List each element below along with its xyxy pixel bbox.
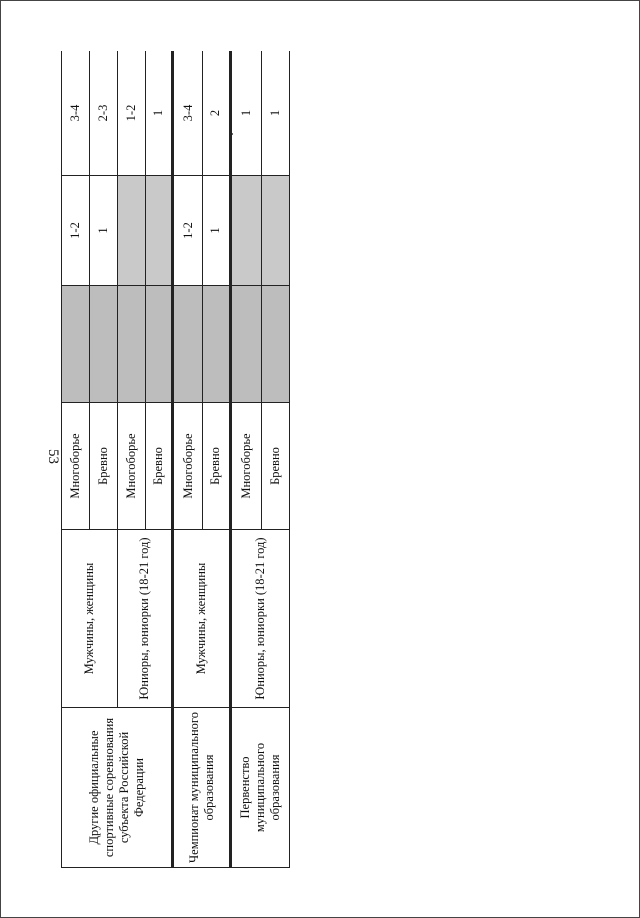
group-cell: Мужчины, женщины (173, 530, 231, 708)
place-cell: 1-2 (117, 51, 145, 176)
place-cell-shaded (117, 176, 145, 286)
place-cell-shaded (261, 176, 289, 286)
discipline-cell: Бревно (90, 403, 117, 530)
place-cell-shaded (146, 286, 173, 403)
place-cell: 1-2 (62, 176, 90, 286)
rotated-table-container (61, 51, 290, 868)
place-cell: 3-4 (173, 51, 202, 176)
competition-cell: Чемпионат муниципального образования (173, 708, 231, 868)
place-cell: 2 (202, 51, 230, 176)
discipline-cell: Многоборье (117, 403, 145, 530)
place-cell: 1-2 (173, 176, 202, 286)
place-cell: 1 (90, 176, 117, 286)
results-table (61, 51, 290, 868)
group-cell: Мужчины, женщины (62, 530, 118, 708)
place-cell-shaded (62, 286, 90, 403)
place-cell-shaded (117, 286, 145, 403)
place-cell-shaded (146, 176, 173, 286)
place-cell-shaded (173, 286, 202, 403)
place-cell: 1 (146, 51, 173, 176)
page-number: 53 (45, 449, 61, 464)
competition-cell: Первенство муниципального образования (231, 708, 290, 868)
place-cell: 3-4 (62, 51, 90, 176)
table-row (173, 51, 202, 868)
discipline-cell: Многоборье (62, 403, 90, 530)
place-cell-shaded (90, 286, 117, 403)
table-row (62, 51, 90, 868)
discipline-cell: Многоборье (231, 403, 261, 530)
discipline-cell: Бревно (146, 403, 173, 530)
place-cell: 1 (231, 51, 261, 176)
discipline-cell: Бревно (202, 403, 230, 530)
place-cell: 2-3 (90, 51, 117, 176)
table-row (231, 51, 261, 868)
discipline-cell: Бревно (261, 403, 289, 530)
group-cell: Юниоры, юниорки (18-21 год) (117, 530, 173, 708)
place-cell-shaded (202, 286, 230, 403)
place-cell: 1 (202, 176, 230, 286)
competition-cell: Другие официальные спортивные соревнования субъекта Российской Федерации (62, 708, 173, 868)
place-cell: 1 (261, 51, 289, 176)
discipline-cell: Многоборье (173, 403, 202, 530)
place-cell-shaded (231, 176, 261, 286)
place-cell-shaded (261, 286, 289, 403)
place-cell-shaded (231, 286, 261, 403)
group-cell: Юниоры, юниорки (18-21 год) (231, 530, 290, 708)
